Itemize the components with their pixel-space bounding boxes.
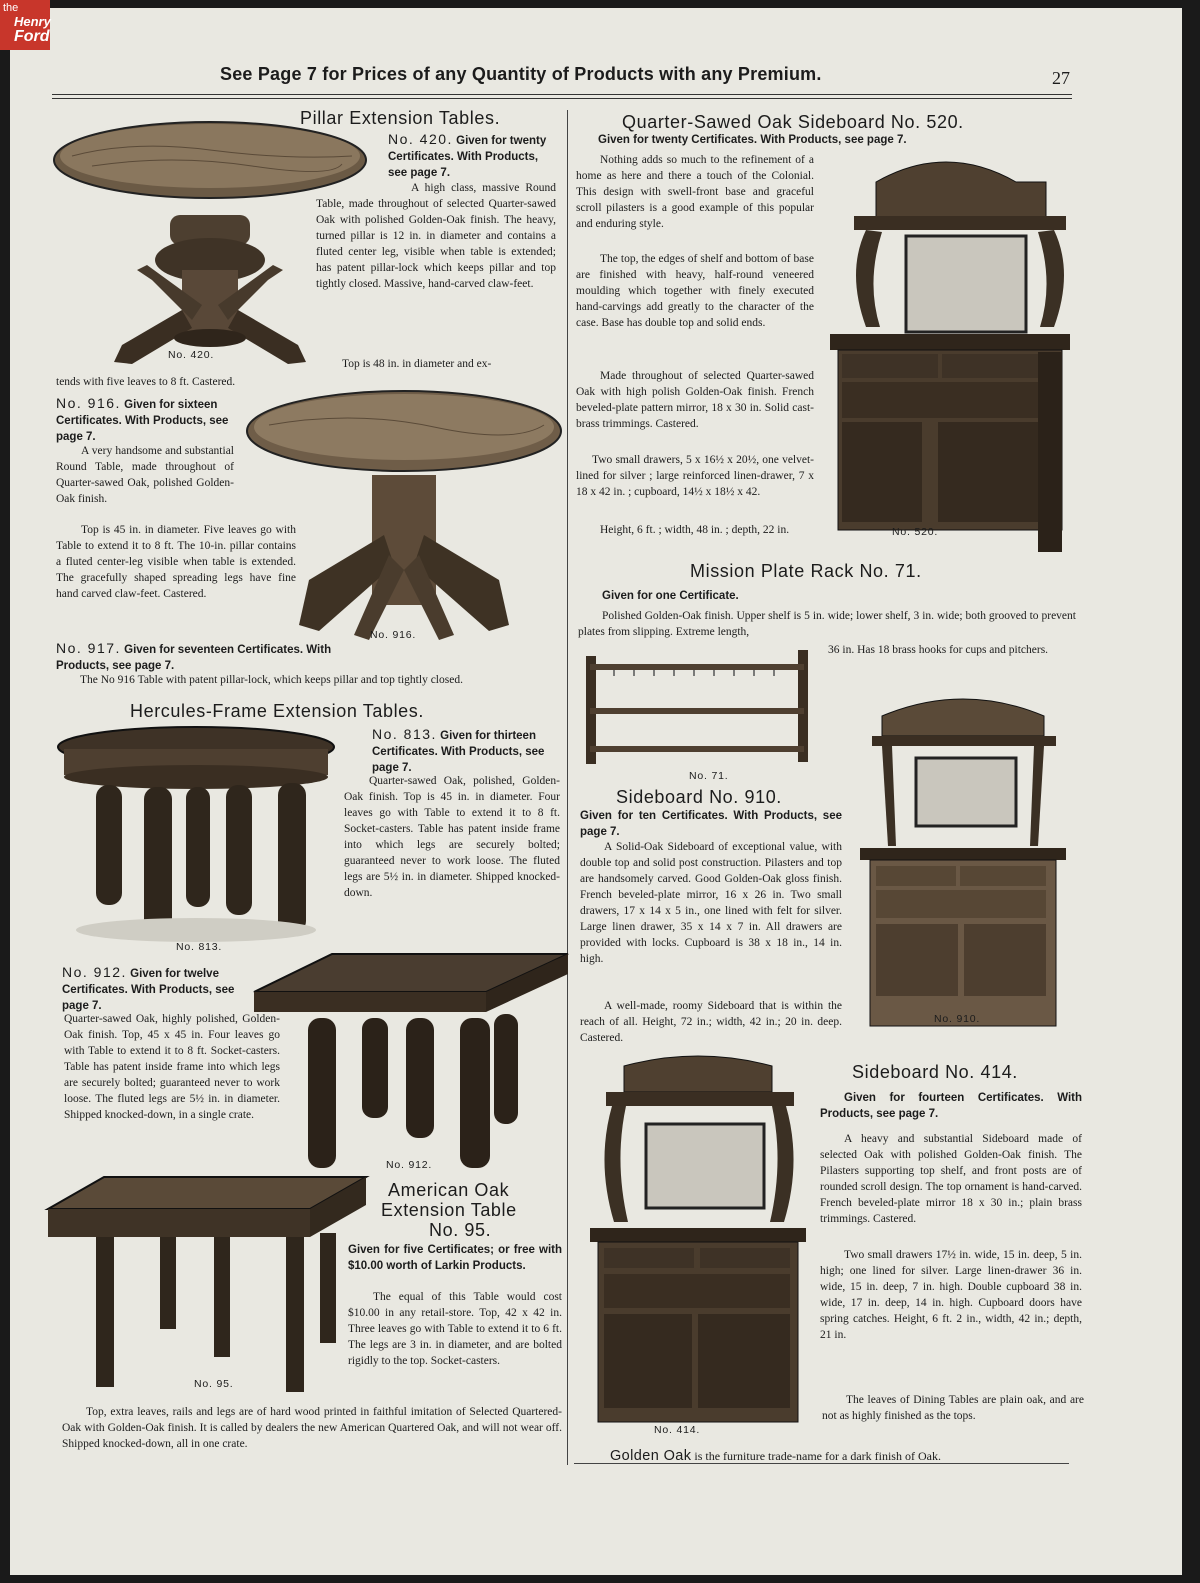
hercules-heading: Hercules-Frame Extension Tables.: [130, 701, 424, 721]
caption-813: No. 813.: [176, 941, 223, 953]
no917-given: Given for seventeen Certificates. With Products, see page 7.: [56, 644, 332, 672]
no420-title: [388, 131, 556, 181]
american-tail: Top, extra leaves, rails and legs are of hard wood printed in faithful imitation of Selected Quartered-Oak with Golden-Oak finish. It is called by dealers the new American Quartered Oak, and will not wear off. Shipped knocked-down, all in one crate.: [62, 1406, 562, 1450]
american-heading-1: American Oak: [388, 1180, 510, 1200]
logo-henry: Henry: [14, 14, 51, 29]
no916-number: No. 916.: [56, 395, 121, 411]
sideboard-520-illustration: [826, 152, 1072, 567]
no916-body2: Top is 45 in. in diameter. Five leaves go with Table to extend it to 8 ft. The 10-in. pillar contains a fluted center-leg visible when table is extended. The gracefully shaped spreading legs have fine hand carved claw-feet. Castered.: [56, 524, 296, 600]
sb520-p4: Two small drawers, 5 x 16½ x 20½, one velvet-lined for silver ; large reinforced linen-drawer, 7 x 18 x 42 in. ; cupboard, 14½ x 18½ x 42.: [576, 454, 814, 498]
sb520-p1: Nothing adds so much to the refinement of a home as here and there a touch of the Colonial. This design with swell-front base and graceful scroll pilasters is a good example of this popular and enduring style.: [576, 154, 814, 230]
no917-title: [56, 640, 356, 674]
footer-rest: is the furniture trade-name for a dark finish of Oak.: [691, 1449, 941, 1463]
table-95-illustration: [44, 1175, 370, 1397]
sb910-given: Given for ten Certificates. With Products, see page 7.: [580, 810, 842, 838]
plate-rack-71-illustration: [584, 648, 812, 768]
no917-body: The No 916 Table with patent pillar-lock, which keeps pillar and top tightly closed.: [80, 674, 463, 686]
no420-given: Given for twenty Certificates. With Products, see page 7.: [388, 135, 547, 179]
table-916-illustration: [244, 385, 564, 650]
logo-the: the: [3, 2, 19, 14]
no916-title: [56, 395, 234, 445]
no912-number: No. 912.: [62, 964, 127, 980]
henry-ford-logo: [0, 0, 50, 50]
caption-520: No. 520.: [892, 526, 939, 538]
no813-number: No. 813.: [372, 726, 437, 742]
no420-number: No. 420.: [388, 131, 453, 147]
caption-916: No. 916.: [370, 629, 417, 641]
caption-912: No. 912.: [386, 1159, 433, 1171]
rack71-heading: Mission Plate Rack No. 71.: [690, 561, 922, 581]
sb520-heading: Quarter-Sawed Oak Sideboard No. 520.: [622, 112, 964, 132]
rack71-given: Given for one Certificate.: [602, 590, 739, 602]
no420-body: A high class, massive Round Table, made throughout of selected Quarter-sawed Oak with polished Golden-Oak finish. The heavy, turned pillar is 12 in. in diameter and contains a fluted center leg, visible when table is extended; has patent pillar-lock which keeps pillar and top tightly closed. Massive, hand-carved claw-feet.: [316, 182, 556, 290]
sb414-given: Given for fourteen Certificates. With Products, see page 7.: [820, 1092, 1082, 1120]
sideboard-414-illustration: [584, 1052, 812, 1437]
no912-body: Quarter-sawed Oak, highly polished, Golden-Oak finish. Top, 45 x 45 in. Four leaves go with Table to extend it to 8 ft. Socket-casters. Table has patent inside frame into which legs are securely bolted; guaranteed never to work loose. The fluted legs are 5½ in. in diameter. Shipped knocked-down, in a single crate.: [64, 1013, 280, 1121]
sb910-p2: A well-made, roomy Sideboard that is within the reach of all. Height, 72 in.; width, 42 in.; 20 in. deep. Castered.: [580, 1000, 842, 1044]
column-divider: [567, 110, 568, 1465]
caption-71: No. 71.: [689, 770, 729, 782]
no420-top: Top is 48 in. in diameter and ex-: [342, 358, 492, 370]
logo-ford: Ford: [14, 28, 50, 45]
rack71-body: Polished Golden-Oak finish. Upper shelf is 5 in. wide; lower shelf, 3 in. wide; both grooved to prevent plates from slipping. Extreme length,: [578, 610, 1076, 638]
sb910-p1: A Solid-Oak Sideboard of exceptional value, with double top and solid post construction. Pilasters and top are handsomely carved. Good Golden-Oak gloss finish. French beveled-plate mirror, 16 x 26 in. Two small drawers, 17 x 14 x 5 in., one lined with felt for silver. Large linen drawer, 35 x 14 x 7 in. All drawers are provided with locks. Cupboard is 38 x 18 in., 14 in. high.: [580, 841, 842, 965]
sb520-given: Given for twenty Certificates. With Products, see page 7.: [598, 134, 907, 146]
no916-given: Given for sixteen Certificates. With Products, see page 7.: [56, 399, 229, 443]
no420-tail: tends with five leaves to 8 ft. Castered.: [56, 376, 236, 388]
american-heading-3: No. 95.: [429, 1220, 492, 1240]
no917-number: No. 917.: [56, 640, 121, 656]
sb414-p3: The leaves of Dining Tables are plain oak, and are not as highly finished as the tops.: [822, 1394, 1084, 1422]
caption-420: No. 420.: [168, 349, 215, 361]
sb414-heading: Sideboard No. 414.: [852, 1062, 1018, 1082]
no813-title: [372, 726, 560, 776]
no912-given: Given for twelve Certificates. With Products, see page 7.: [62, 968, 235, 1012]
header-rule-thin: [52, 98, 1072, 99]
footer-lead: Golden Oak: [610, 1448, 692, 1464]
sb520-p5: Height, 6 ft. ; width, 48 in. ; depth, 22 in.: [600, 524, 790, 536]
header-rule: [52, 94, 1072, 95]
no912-title: [62, 964, 242, 1014]
page-header: See Page 7 for Prices of any Quantity of Products with any Premium.: [220, 64, 822, 84]
no813-body: Quarter-sawed Oak, polished, Golden-Oak finish. Top is 45 in. in diameter. Four leaves go with Table to extend it to 8 ft. Socket-casters. Table has patent inside frame into which legs are securely bolted; guaranteed never to work loose. The fluted legs are 5½ in. in diameter. Shipped knocked-down.: [344, 775, 560, 899]
footer-note: [610, 1448, 941, 1464]
no916-body: A very handsome and substantial Round Table, made throughout of Quarter-sawed Oak, polished Golden-Oak finish.: [56, 445, 234, 505]
caption-910: No. 910.: [934, 1013, 981, 1025]
page-number: 27: [1052, 68, 1070, 88]
no813-given: Given for thirteen Certificates. With Products, see page 7.: [372, 730, 545, 774]
caption-95: No. 95.: [194, 1378, 234, 1390]
sb520-p2: The top, the edges of shelf and bottom of base are finished with heavy, half-round veneered moulding which together with finely executed hand-carvings add greatly to the character of the case. Base has double top and solid ends.: [576, 253, 814, 329]
table-912-illustration: [236, 952, 572, 1177]
rack71-body2: 36 in. Has 18 brass hooks for cups and pitchers.: [828, 644, 1049, 656]
american-given: Given for five Certificates; or free with $10.00 worth of Larkin Products.: [348, 1244, 562, 1272]
american-body: The equal of this Table would cost $10.00 in any retail-store. Top, 42 x 42 in. Three leaves go with Table to extend it to 6 ft. The legs are 3 in. in diameter, and are bolted rigidly to the top. Socket-casters.: [348, 1291, 562, 1367]
sb520-p3: Made throughout of selected Quarter-sawed Oak with high polish Golden-Oak finish. French beveled-plate pattern mirror, 18 x 30 in. Solid cast-brass trimmings. Castered.: [576, 370, 814, 430]
sb414-p2: Two small drawers 17½ in. wide, 15 in. deep, 5 in. high; one lined for silver. Large linen-drawer 36 in. wide, 15 in. deep, 7 in. high. Double cupboard 38 in. wide, 17 in. deep, 14 in. high. Cupboard doors have spring catches. Height, 6 ft. 2 in., width, 42 in.; depth, 21 in.: [820, 1249, 1082, 1341]
sideboard-910-illustration: [858, 686, 1068, 1034]
table-813-illustration: [56, 725, 341, 950]
pillar-heading: Pillar Extension Tables.: [300, 108, 501, 128]
american-heading-2: Extension Table: [381, 1200, 517, 1220]
sb414-p1: A heavy and substantial Sideboard made of selected Oak with polished Golden-Oak finish. The Pilasters supporting top shelf, and front posts are of rounded scroll design. The top ornament is hand-carved. French beveled-plate mirror 18 x 30 in.; plain brass trimmings. Castered.: [820, 1133, 1082, 1225]
sb910-heading: Sideboard No. 910.: [616, 787, 782, 807]
caption-414: No. 414.: [654, 1424, 701, 1436]
